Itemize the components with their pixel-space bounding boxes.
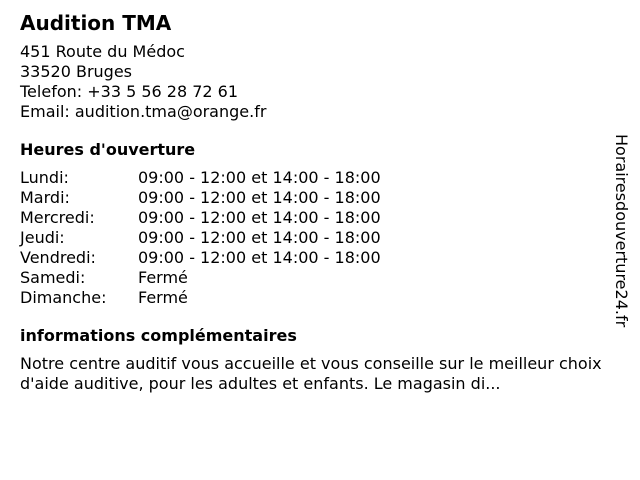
day-hours: 09:00 - 12:00 et 14:00 - 18:00 bbox=[138, 188, 381, 207]
day-hours: 09:00 - 12:00 et 14:00 - 18:00 bbox=[138, 228, 381, 247]
day-hours: 09:00 - 12:00 et 14:00 - 18:00 bbox=[138, 168, 381, 187]
day-label: Lundi: bbox=[20, 168, 69, 187]
info-description: Notre centre auditif vous accueille et vous conseille sur le meilleur choix d'aide auditive, pour les adultes et enfants. Le magasin di... bbox=[20, 354, 602, 393]
business-card bbox=[20, 10, 605, 394]
business-name: Audition TMA bbox=[20, 11, 172, 35]
day-label: Jeudi: bbox=[20, 228, 65, 247]
hours-row-monday bbox=[20, 168, 605, 188]
day-hours: Fermé bbox=[138, 288, 188, 307]
day-hours: 09:00 - 12:00 et 14:00 - 18:00 bbox=[138, 248, 381, 267]
hours-heading: Heures d'ouverture bbox=[20, 140, 196, 159]
address-city: 33520 Bruges bbox=[20, 62, 133, 81]
hours-row-friday bbox=[20, 248, 605, 268]
hours-row-sunday bbox=[20, 288, 605, 308]
hours-row-wednesday bbox=[20, 208, 605, 228]
email-address: Email: audition.tma@orange.fr bbox=[20, 102, 267, 121]
day-hours: 09:00 - 12:00 et 14:00 - 18:00 bbox=[138, 208, 381, 227]
day-label: Mardi: bbox=[20, 188, 70, 207]
hours-table bbox=[20, 168, 605, 308]
day-label: Samedi: bbox=[20, 268, 86, 287]
hours-row-tuesday bbox=[20, 188, 605, 208]
day-label: Mercredi: bbox=[20, 208, 95, 227]
phone-number: Telefon: +33 5 56 28 72 61 bbox=[20, 82, 239, 101]
hours-row-saturday bbox=[20, 268, 605, 288]
day-hours: Fermé bbox=[138, 268, 188, 287]
address-street: 451 Route du Médoc bbox=[20, 42, 185, 61]
hours-row-thursday bbox=[20, 228, 605, 248]
day-label: Vendredi: bbox=[20, 248, 96, 267]
info-heading: informations complémentaires bbox=[20, 326, 297, 345]
day-label: Dimanche: bbox=[20, 288, 107, 307]
site-watermark: Horairesdouverture24.fr bbox=[612, 134, 631, 328]
